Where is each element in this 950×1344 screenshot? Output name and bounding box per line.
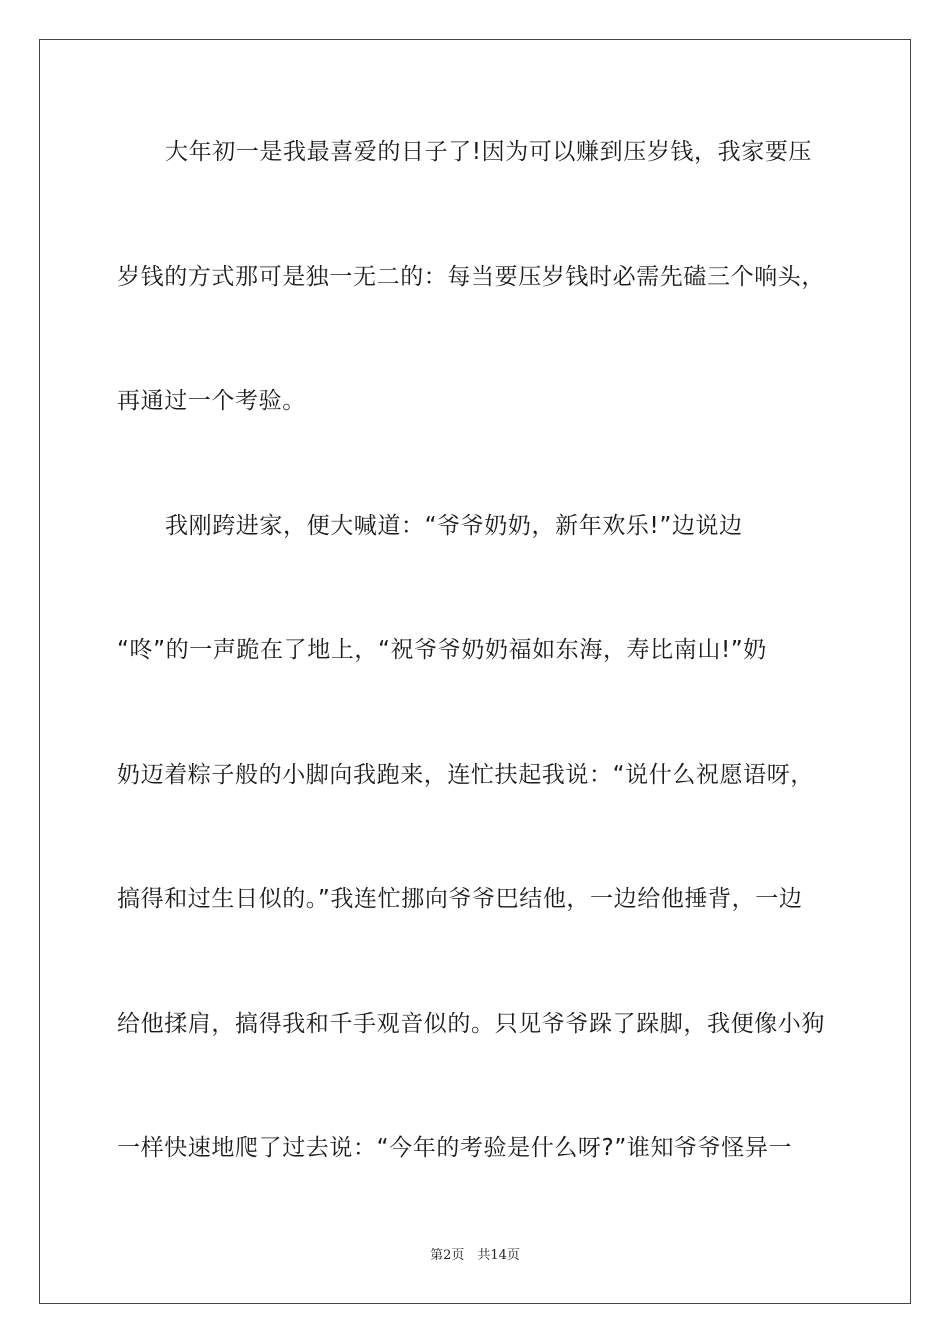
text-line: 大年初一是我最喜爱的日子了!因为可以赚到压岁钱，我家要压	[165, 139, 813, 165]
text-line: 我刚跨进家，便大喊道：“爷爷奶奶，新年欢乐!”边说边	[165, 513, 743, 539]
page-number-footer: 第2页 共14页	[430, 1248, 520, 1263]
text-line: 给他揉肩，搞得我和千手观音似的。只见爷爷跺了跺脚，我便像小狗	[117, 1011, 825, 1037]
text-line: 奶迈着粽子般的小脚向我跑来，连忙扶起我说：“说什么祝愿语呀，	[117, 762, 814, 788]
text-line: 搞得和过生日似的。”我连忙挪向爷爷巴结他，一边给他捶背，一边	[117, 886, 803, 912]
text-line: “咚”的一声跪在了地上，“祝爷爷奶奶福如东海，寿比南山!”奶	[117, 637, 767, 663]
text-line: 岁钱的方式那可是独一无二的：每当要压岁钱时必需先磕三个响头，	[117, 264, 825, 290]
text-line: 再通过一个考验。	[117, 388, 306, 414]
text-line: 一样快速地爬了过去说：“今年的考验是什么呀?”谁知爷爷怪异一	[117, 1135, 793, 1161]
page-border	[39, 39, 911, 1304]
